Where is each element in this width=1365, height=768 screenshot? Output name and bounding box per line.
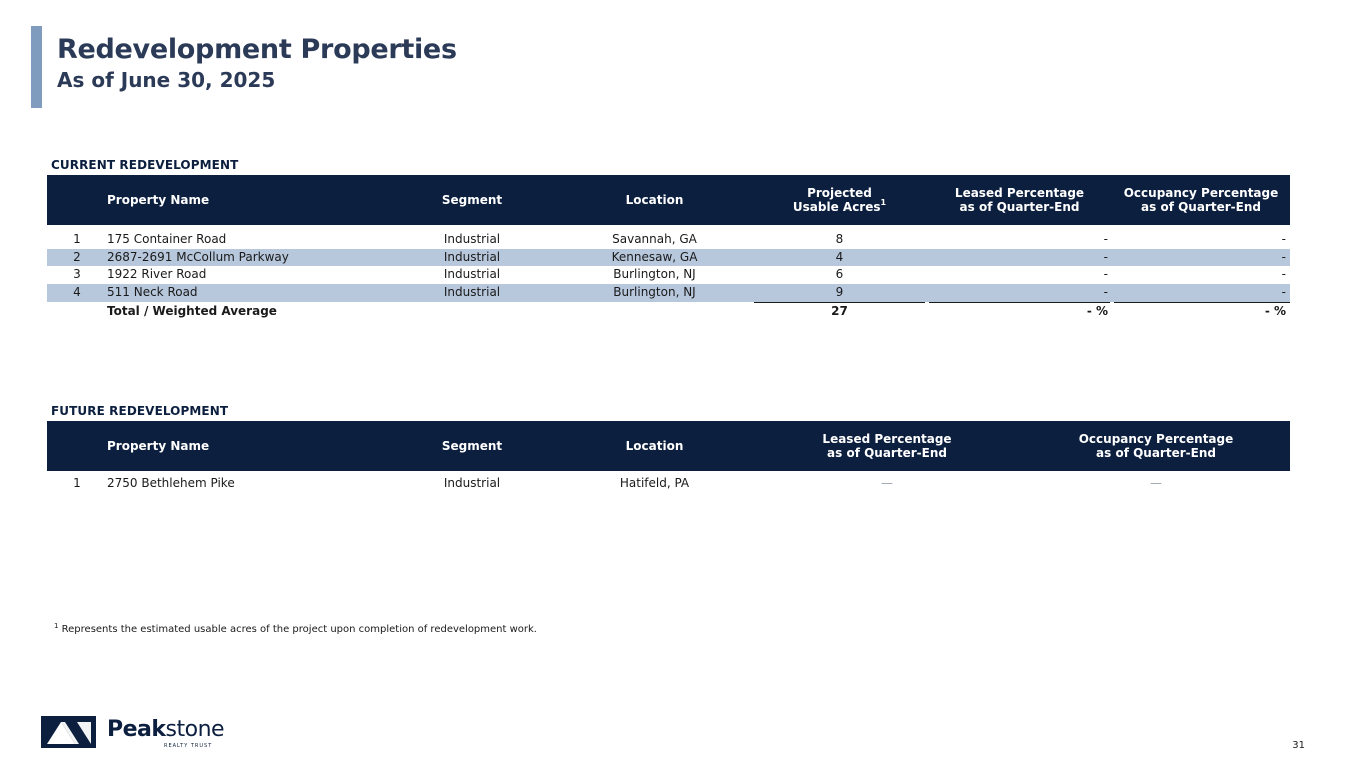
usable-acres: 6 (835, 267, 844, 282)
property-name: 1922 River Road (107, 267, 207, 282)
footnote (54, 624, 537, 635)
occupancy-percentage: - (1112, 249, 1290, 267)
col-occupancy-percentage: Occupancy Percentage as of Quarter-End (1078, 432, 1234, 460)
logo-tagline: REALTY TRUST (164, 743, 213, 749)
total-acres: 27 (831, 303, 848, 318)
footnote-marker: 1 (54, 622, 59, 630)
segment: Industrial (387, 284, 557, 302)
row-number: 1 (73, 476, 81, 490)
future-table-header (47, 421, 1290, 471)
col-segment: Segment (441, 439, 503, 453)
row-number: 2 (47, 249, 107, 267)
company-logo (41, 716, 225, 750)
future-section-label: FUTURE REDEVELOPMENT (51, 404, 229, 418)
occupancy-percentage: — (1150, 476, 1162, 490)
segment: Industrial (443, 267, 501, 282)
col-property-name: Property Name (107, 439, 210, 453)
location: Kennesaw, GA (557, 249, 752, 267)
footnote-text: Represents the estimated usable acres of the project upon completion of redevelopment work. (61, 624, 537, 635)
logo-mark-icon (41, 716, 96, 748)
page-subtitle: As of June 30, 2025 (57, 68, 276, 92)
page-title: Redevelopment Properties (57, 34, 457, 65)
current-table-header (47, 175, 1290, 225)
property-name: 2687-2691 McCollum Parkway (107, 249, 387, 267)
col-property-name: Property Name (107, 193, 210, 207)
logo-wordmark: Peakstone (107, 717, 225, 742)
occupancy-percentage: - (1281, 267, 1286, 282)
col-location: Location (625, 193, 684, 207)
row-number: 4 (47, 284, 107, 302)
usable-acres: 8 (835, 232, 844, 246)
segment: Industrial (387, 249, 557, 267)
table-row (47, 284, 1290, 302)
total-leased: - % (1086, 303, 1108, 318)
location: Burlington, NJ (557, 284, 752, 302)
leased-percentage: - (1103, 267, 1108, 282)
leased-percentage: - (927, 249, 1112, 267)
total-label: Total / Weighted Average (107, 303, 277, 318)
table-row (47, 249, 1290, 267)
location: Savannah, GA (612, 232, 697, 246)
occupancy-percentage: - (1112, 284, 1290, 302)
col-leased-percentage: Leased Percentage as of Quarter-End (822, 432, 952, 460)
segment: Industrial (443, 232, 501, 246)
property-name: 511 Neck Road (107, 284, 387, 302)
leased-percentage: - (1103, 232, 1108, 246)
occupancy-percentage: - (1281, 232, 1286, 246)
table-row (47, 471, 1290, 495)
title-accent-bar (31, 26, 42, 108)
total-row (47, 303, 1290, 321)
property-name: 175 Container Road (107, 232, 227, 246)
usable-acres: 4 (752, 249, 927, 267)
table-row (47, 266, 1290, 284)
future-redevelopment-table (47, 421, 1290, 495)
total-occupancy: - % (1264, 303, 1286, 318)
location: Burlington, NJ (613, 267, 696, 282)
current-section-label: CURRENT REDEVELOPMENT (51, 158, 239, 172)
location: Hatifeld, PA (619, 476, 690, 490)
row-number: 3 (73, 267, 81, 282)
col-leased-percentage: Leased Percentage as of Quarter-End (954, 186, 1085, 214)
leased-percentage: — (881, 476, 893, 490)
current-redevelopment-table (47, 175, 1290, 321)
usable-acres: 9 (752, 284, 927, 302)
leased-percentage: - (927, 284, 1112, 302)
page-number: 31 (1292, 740, 1305, 751)
col-projected-usable-acres: Projected Usable Acres$^1$ (792, 186, 887, 214)
row-number: 1 (73, 232, 81, 246)
col-segment: Segment (441, 193, 503, 207)
property-name: 2750 Bethlehem Pike (107, 476, 235, 490)
segment: Industrial (443, 476, 501, 490)
col-occupancy-percentage: Occupancy Percentage as of Quarter-End (1123, 186, 1279, 214)
table-row (47, 231, 1290, 249)
col-location: Location (625, 439, 684, 453)
